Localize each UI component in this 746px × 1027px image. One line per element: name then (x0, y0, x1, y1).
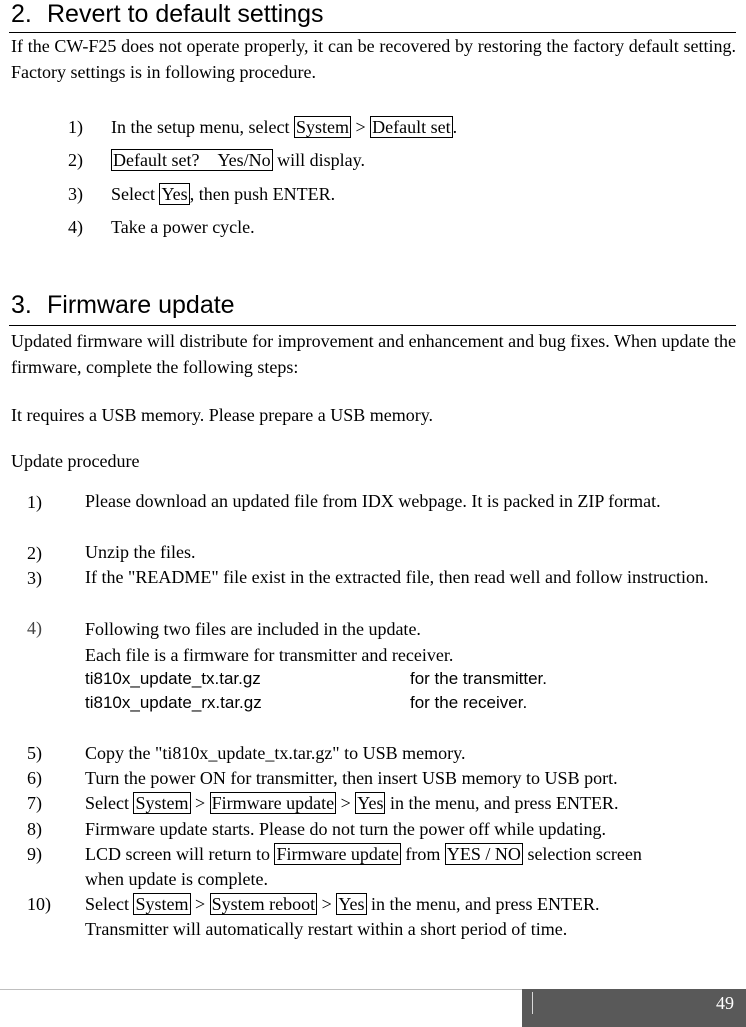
list-item: Copy the "ti810x_update_tx.tar.gz" to USB memory. (85, 743, 466, 763)
list-item: Please download an updated file from IDX webpage. It is packed in ZIP format. (85, 491, 661, 511)
step-number: 8) (27, 819, 42, 839)
menu-system-label: System (295, 117, 349, 137)
section-3-intro: Updated firmware will distribute for improvement and enhancement and bug fixes. When update the firmware, complete the following steps: (11, 331, 736, 377)
step-number: 3) (27, 568, 42, 588)
section-3-rule (9, 325, 736, 326)
usb-requirement: It requires a USB memory. Please prepare a USB memory. (11, 405, 434, 425)
list-item-continued: Transmitter will automatically restart within a short period of time. (85, 919, 568, 939)
step-number: 7) (27, 793, 42, 813)
list-item: Following two files are included in the update. (85, 619, 421, 639)
step-text: Select (85, 793, 134, 813)
procedure-label: Update procedure (11, 451, 140, 471)
step-number: 4) (27, 618, 42, 638)
step-text-end: in the menu, and press ENTER. (366, 894, 600, 914)
step-number: 4) (68, 217, 83, 237)
step-text-end: . (452, 117, 458, 137)
section-3-title: Firmware update (47, 291, 235, 319)
list-item-continued: when update is complete. (85, 869, 268, 889)
step-text: from (400, 844, 445, 864)
step-text: In the setup menu, select (111, 117, 294, 137)
list-item: Unzip the files. (85, 542, 196, 562)
step-text-end: in the menu, and press ENTER. (385, 793, 619, 813)
default-set-prompt-label: Default set? Yes/No (113, 150, 271, 170)
yes-no-label: YES / NO (446, 844, 521, 864)
menu-yes-label: Yes (338, 894, 365, 914)
step-text-end: selection screen (522, 844, 642, 864)
separator: > (190, 894, 210, 914)
section-2-heading (11, 0, 324, 28)
separator: > (190, 793, 210, 813)
list-item (85, 843, 642, 865)
menu-firmware-update-label: Firmware update (276, 844, 399, 864)
tx-file-description: for the transmitter. (410, 669, 547, 688)
list-item (85, 893, 599, 915)
footer-divider (0, 989, 522, 990)
step-text-end: will display. (272, 150, 365, 170)
menu-system-label: System (135, 894, 189, 914)
menu-firmware-update-label: Firmware update (211, 793, 335, 813)
section-2-title: Revert to default settings (47, 0, 324, 28)
menu-system-label: System (135, 793, 189, 813)
menu-system-reboot-label: System reboot (211, 894, 316, 914)
step-number: 1) (68, 117, 83, 137)
page-number-separator (532, 992, 533, 1014)
step-number: 5) (27, 743, 42, 763)
step-text: LCD screen will return to (85, 844, 275, 864)
list-item (111, 116, 457, 138)
step-number: 2) (27, 543, 42, 563)
page-number: 49 (716, 993, 734, 1013)
step-text: Select (85, 894, 134, 914)
step-number: 1) (27, 492, 42, 512)
menu-yes-label: Yes (357, 793, 384, 813)
step-number: 10) (27, 894, 51, 914)
tx-file-name: ti810x_update_tx.tar.gz (85, 669, 261, 688)
separator: > (336, 793, 356, 813)
rx-file-name: ti810x_update_rx.tar.gz (85, 693, 262, 712)
section-3-heading (11, 291, 235, 319)
menu-yes-label: Yes (161, 184, 188, 204)
section-2-number: 2. (11, 0, 32, 28)
section-2-intro: If the CW-F25 does not operate properly, it can be recovered by restoring the factory default setting. Factory settings is in following procedure. (11, 36, 736, 82)
list-item (111, 149, 365, 171)
step-number: 2) (68, 150, 83, 170)
list-item: Take a power cycle. (111, 217, 255, 237)
separator: > (350, 117, 371, 137)
rx-file-description: for the receiver. (410, 693, 528, 712)
list-item-continued: Each file is a firmware for transmitter and receiver. (85, 645, 454, 665)
list-item (85, 792, 618, 814)
list-item: Firmware update starts. Please do not turn the power off while updating. (85, 819, 607, 839)
list-item (111, 183, 335, 205)
menu-default-set-label: Default set (372, 117, 451, 137)
section-3-number: 3. (11, 291, 32, 319)
page-number-box (522, 989, 746, 1027)
step-number: 9) (27, 844, 42, 864)
step-number: 3) (68, 184, 83, 204)
list-item: If the "README" file exist in the extracted file, then read well and follow instruction. (85, 567, 709, 587)
step-number: 6) (27, 768, 42, 788)
list-item: Turn the power ON for transmitter, then insert USB memory to USB port. (85, 768, 618, 788)
step-text-end: , then push ENTER. (189, 184, 336, 204)
separator: > (317, 894, 337, 914)
step-text: Select (111, 184, 160, 204)
